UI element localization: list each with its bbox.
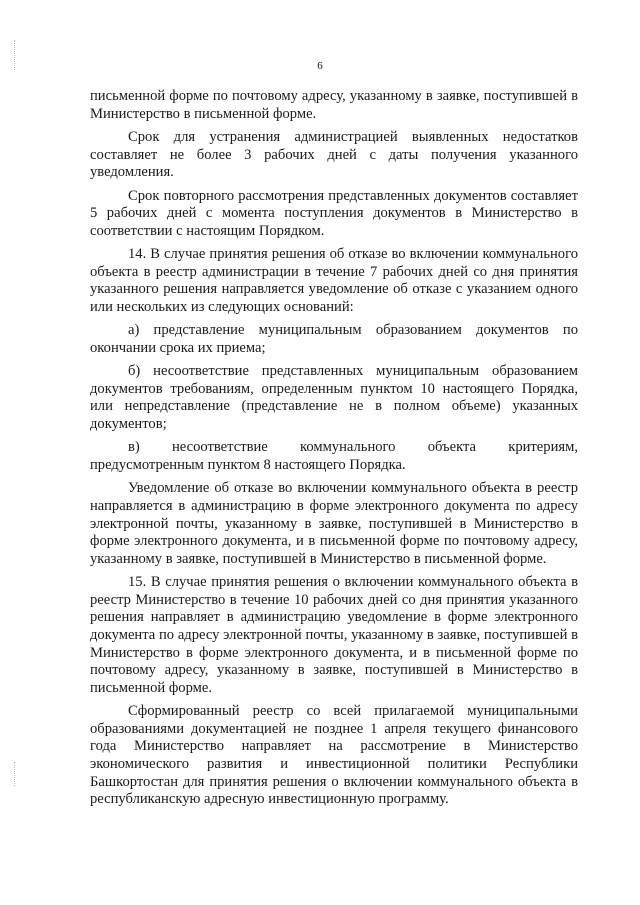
paragraph-continuation: письменной форме по почтовому адресу, указанному в заявке, поступившей в Министерство в письменной форме. <box>90 88 578 122</box>
page-number: 6 <box>317 60 323 72</box>
paragraph-refusal-notice: Уведомление об отказе во включении коммунального объекта в реестр направляется в администрацию в форме электронного документа по адресу электронной почты, указанному в заявке, поступившей в Министерство в форме электронного документа, и в письменной форме по почтовому адресу, указанному в заявке, поступившей в Министерство в письменной форме. <box>90 480 578 567</box>
paragraph-item-14-a: а) представление муниципальным образованием документов по окончании срока их приема; <box>90 322 578 356</box>
paragraph-deadline-fix: Срок для устранения администрацией выявленных недостатков составляет не более 3 рабочих дней с даты получения указанного уведомления. <box>90 128 578 181</box>
document-body <box>90 88 578 809</box>
paragraph-registry: Сформированный реестр со всей прилагаемой муниципальными образованиями документацией не позднее 1 апреля текущего финансового года Министерство направляет на рассмотрение в Министерство экономического развития и инвестиционной политики Республики Башкортостан для принятия решения о включении коммунального объекта в республиканскую адресную инвестиционную программу. <box>90 703 578 808</box>
margin-mark-bottom <box>14 762 18 786</box>
paragraph-item-14-v: в) несоответствие коммунального объекта критериям, предусмотренным пунктом 8 настоящего Порядка. <box>90 439 578 474</box>
paragraph-item-14: 14. В случае принятия решения об отказе во включении коммунального объекта в реестр администрации в течение 7 рабочих дней со дня принятия указанного решения направляется уведомление об отказе с указанием одного или нескольких из следующих оснований: <box>90 246 578 315</box>
paragraph-deadline-review: Срок повторного рассмотрения представленных документов составляет 5 рабочих дней с момента поступления документов в Министерство в соответствии с настоящим Порядком. <box>90 187 578 239</box>
paragraph-item-15: 15. В случае принятия решения о включении коммунального объекта в реестр Министерство в течение 10 рабочих дней со дня принятия указанного решения направляет в администрацию уведомление в форме электронного документа по адресу электронной почты, указанному в заявке, поступившей в Министерство в форме электронного документа, и в письменной форме по почтовому адресу, указанному в заявке, поступившей в Министерство в письменной форме. <box>90 574 578 696</box>
paragraph-item-14-b: б) несоответствие представленных муниципальным образованием документов требованиям, определенным пунктом 10 настоящего Порядка, или непредставление (представление не в полном объеме) указанных документов; <box>90 363 578 433</box>
